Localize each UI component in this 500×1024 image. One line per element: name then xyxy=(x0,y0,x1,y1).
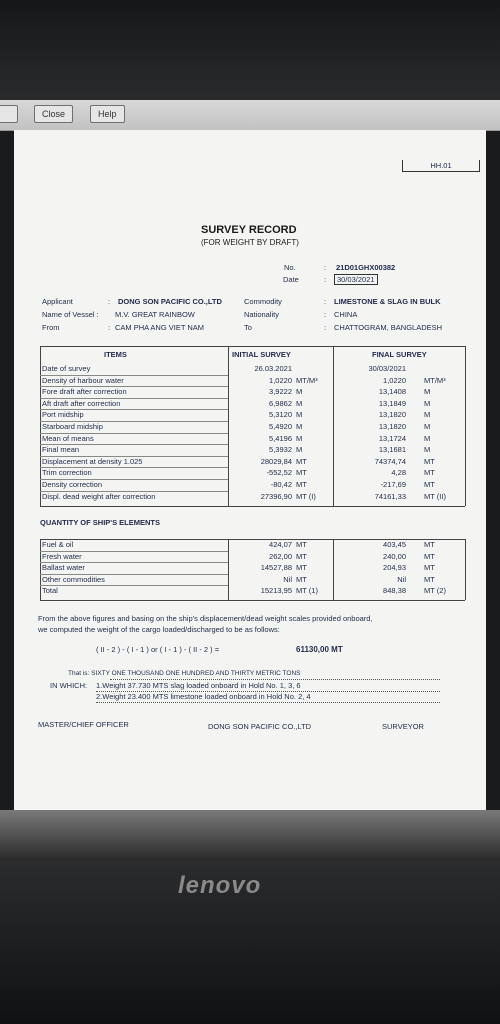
final-value-cell: 13,1849 xyxy=(378,398,406,408)
monitor-bezel xyxy=(0,0,500,100)
applicant-value: DONG SON PACIFIC CO.,LTD xyxy=(118,297,222,306)
no-value: 21D01GHX00382 xyxy=(336,263,396,272)
final-unit-cell: M xyxy=(424,433,431,443)
result-value: 61130,00 MT xyxy=(296,645,343,654)
weight-line-2: 2.Weight 23.400 MTS limestone loaded onboard in Hold No. 2, 4 xyxy=(96,692,311,701)
toolbar-button-partial[interactable] xyxy=(0,105,18,123)
item-cell: Displ. dead weight after correction xyxy=(42,491,156,501)
final-value-cell: 13,1820 xyxy=(378,410,406,420)
initial-unit-cell: MT (I) xyxy=(296,491,316,501)
document-subtitle: (FOR WEIGHT BY DRAFT) xyxy=(201,238,299,247)
to-label: To xyxy=(244,323,252,332)
app-toolbar xyxy=(0,100,500,131)
initial-unit-cell: M xyxy=(296,410,303,420)
vessel-label: Name of Vessel : xyxy=(42,310,99,319)
item-cell: Trim correction xyxy=(42,468,92,478)
no-label: No. xyxy=(284,263,296,272)
final-unit-cell: M xyxy=(424,445,431,455)
nationality-colon: : xyxy=(324,310,327,319)
initial-value-cell: 14527,88 xyxy=(260,563,292,573)
final-value-cell: 74374,74 xyxy=(374,456,406,466)
initial-value-cell: 262,00 xyxy=(269,551,292,561)
final-value-cell: 204,93 xyxy=(383,563,406,573)
commodity-colon: : xyxy=(324,297,327,306)
item-cell: Displacement at density 1.025 xyxy=(42,456,143,466)
date-label: Date xyxy=(283,275,299,284)
final-unit-cell: MT (2) xyxy=(424,586,446,596)
item-cell: Port midship xyxy=(42,410,84,420)
final-unit-cell: MT xyxy=(424,574,435,584)
signature-surveyor: SURVEYOR xyxy=(382,722,424,731)
final-value-cell: 13,1724 xyxy=(378,433,406,443)
final-unit-cell: MT xyxy=(424,551,435,561)
item-cell: Density correction xyxy=(42,480,103,489)
that-is-dotline xyxy=(110,679,440,680)
initial-unit-cell: M xyxy=(296,422,303,431)
final-value-cell: 13,1681 xyxy=(378,445,406,455)
final-value-cell: 4,28 xyxy=(391,468,406,478)
close-button[interactable]: Close xyxy=(34,105,73,123)
final-value-cell: 1,0220 xyxy=(383,375,406,385)
initial-survey-header: INITIAL SURVEY xyxy=(232,350,291,359)
formula: ( II - 2 ) - ( I - 1 ) or ( I - 1 ) - ( II - 2 ) = xyxy=(96,645,220,654)
initial-unit-cell: MT xyxy=(296,540,307,549)
item-cell: Fore draft after correction xyxy=(42,387,127,397)
elements-border-left xyxy=(40,539,41,600)
final-survey-header: FINAL SURVEY xyxy=(372,350,427,359)
from-value: CAM PHA ANG VIET NAM xyxy=(115,323,205,332)
date-value: 30/03/2021 xyxy=(334,274,378,285)
final-value-cell: 13,1408 xyxy=(378,387,406,397)
note-line-1: From the above figures and basing on the ship's displacement/dead weight scales provided onboard, xyxy=(38,614,373,623)
item-cell: Fuel & oil xyxy=(42,540,74,549)
from-label: From xyxy=(42,323,60,332)
initial-value-cell: 424,07 xyxy=(269,540,292,549)
item-cell: Aft draft after correction xyxy=(42,398,121,408)
signature-master: MASTER/CHIEF OFFICER xyxy=(38,720,129,729)
elements-divider-initial xyxy=(228,539,229,600)
vessel-value: M.V. GREAT RAINBOW xyxy=(115,310,195,319)
item-cell: Final mean xyxy=(42,445,80,455)
item-cell: Total xyxy=(42,586,58,596)
initial-value-cell: 27396,90 xyxy=(260,491,292,501)
weight-2-dotline xyxy=(96,702,440,703)
screen-bottom-edge xyxy=(0,810,500,860)
item-cell: Ballast water xyxy=(42,563,85,573)
final-unit-cell: MT/M³ xyxy=(424,375,446,385)
initial-unit-cell: MT xyxy=(296,456,307,466)
final-value-cell: 848,38 xyxy=(383,586,406,596)
item-cell: Starboard midship xyxy=(42,422,103,431)
row-divider xyxy=(40,585,228,586)
final-unit-cell: MT xyxy=(424,540,435,549)
final-value-cell: 13,1820 xyxy=(378,422,406,431)
table-border-left xyxy=(40,346,41,506)
initial-value-cell: 6,9862 xyxy=(269,398,292,408)
initial-unit-cell: MT xyxy=(296,551,307,561)
elements-border-right xyxy=(465,539,466,600)
applicant-colon: : xyxy=(108,297,111,306)
final-unit-cell: M xyxy=(424,422,431,431)
elements-divider-final xyxy=(333,539,334,600)
final-unit-cell: MT (II) xyxy=(424,491,446,501)
to-colon: : xyxy=(324,323,327,332)
note-line-2: we computed the weight of the cargo loaded/discharged to be as follows: xyxy=(38,625,280,634)
commodity-value: LIMESTONE & SLAG IN BULK xyxy=(334,297,441,306)
in-which-label: IN WHICH: xyxy=(50,681,88,690)
initial-value-cell: 5,4920 xyxy=(269,422,292,431)
initial-unit-cell: M xyxy=(296,387,303,397)
commodity-label: Commodity xyxy=(244,297,282,306)
weight-line-1: 1.Weight 37.730 MTS slag loaded onboard in Hold No. 1, 3, 6 xyxy=(96,681,301,690)
initial-value-cell: -80,42 xyxy=(270,480,292,489)
item-cell: Date of survey xyxy=(42,364,91,373)
initial-value-cell: 3,9222 xyxy=(269,387,292,397)
elements-border-bottom xyxy=(40,600,465,601)
help-button[interactable]: Help xyxy=(90,105,125,123)
final-value-cell: 30/03/2021 xyxy=(368,364,406,373)
final-unit-cell: M xyxy=(424,410,431,420)
initial-value-cell: 5,3932 xyxy=(269,445,292,455)
final-unit-cell: MT xyxy=(424,456,435,466)
initial-unit-cell: M xyxy=(296,445,303,455)
item-cell: Mean of means xyxy=(42,433,94,443)
table-border-top xyxy=(40,346,465,347)
item-cell: Density of harbour water xyxy=(42,375,124,385)
final-value-cell: 240,00 xyxy=(383,551,406,561)
items-header: ITEMS xyxy=(104,350,127,359)
nationality-value: CHINA xyxy=(334,310,358,319)
initial-unit-cell: M xyxy=(296,433,303,443)
initial-unit-cell: MT xyxy=(296,468,307,478)
table-divider-final xyxy=(333,346,334,506)
laptop-brand-logo: lenovo xyxy=(178,872,262,899)
initial-unit-cell: M xyxy=(296,398,303,408)
form-code: HH.01 xyxy=(402,160,480,172)
quantity-title: QUANTITY OF SHIP'S ELEMENTS xyxy=(40,518,160,527)
final-unit-cell: MT xyxy=(424,480,435,489)
final-value-cell: Nil xyxy=(397,574,406,584)
initial-unit-cell: MT (1) xyxy=(296,586,318,596)
initial-value-cell: 26.03.2021 xyxy=(254,364,292,373)
table-border-right xyxy=(465,346,466,506)
initial-value-cell: 1,0220 xyxy=(269,375,292,385)
table-border-bottom xyxy=(40,506,465,507)
initial-unit-cell: MT xyxy=(296,574,307,584)
item-cell: Fresh water xyxy=(42,551,82,561)
initial-unit-cell: MT/M³ xyxy=(296,375,318,385)
final-value-cell: 74161,33 xyxy=(374,491,406,501)
signature-company: DONG SON PACIFIC CO.,LTD xyxy=(208,722,312,731)
final-unit-cell: M xyxy=(424,387,431,397)
initial-value-cell: 28029,84 xyxy=(260,456,292,466)
applicant-label: Applicant xyxy=(42,297,73,306)
that-is-line: That is: SIXTY ONE THOUSAND ONE HUNDRED AND THIRTY METRIC TONS xyxy=(68,670,301,677)
final-unit-cell: MT xyxy=(424,563,435,573)
no-colon: : xyxy=(324,263,327,272)
nationality-label: Nationality xyxy=(244,310,280,319)
final-unit-cell: MT xyxy=(424,468,435,478)
to-value: CHATTOGRAM, BANGLADESH xyxy=(334,323,443,332)
initial-unit-cell: MT xyxy=(296,563,307,573)
from-colon: : xyxy=(108,323,111,332)
initial-value-cell: Nil xyxy=(283,574,292,584)
table-divider-initial xyxy=(228,346,229,506)
initial-value-cell: 5,3120 xyxy=(269,410,292,420)
initial-value-cell: 5,4196 xyxy=(269,433,292,443)
initial-value-cell: 15213,95 xyxy=(260,586,292,596)
final-value-cell: -217,69 xyxy=(380,480,406,489)
initial-value-cell: -552,52 xyxy=(266,468,292,478)
final-value-cell: 403,45 xyxy=(383,540,406,549)
document-title: SURVEY RECORD xyxy=(201,224,297,236)
date-colon: : xyxy=(324,275,327,284)
final-unit-cell: M xyxy=(424,398,431,408)
item-cell: Other commodities xyxy=(42,574,105,584)
initial-unit-cell: MT xyxy=(296,480,307,489)
